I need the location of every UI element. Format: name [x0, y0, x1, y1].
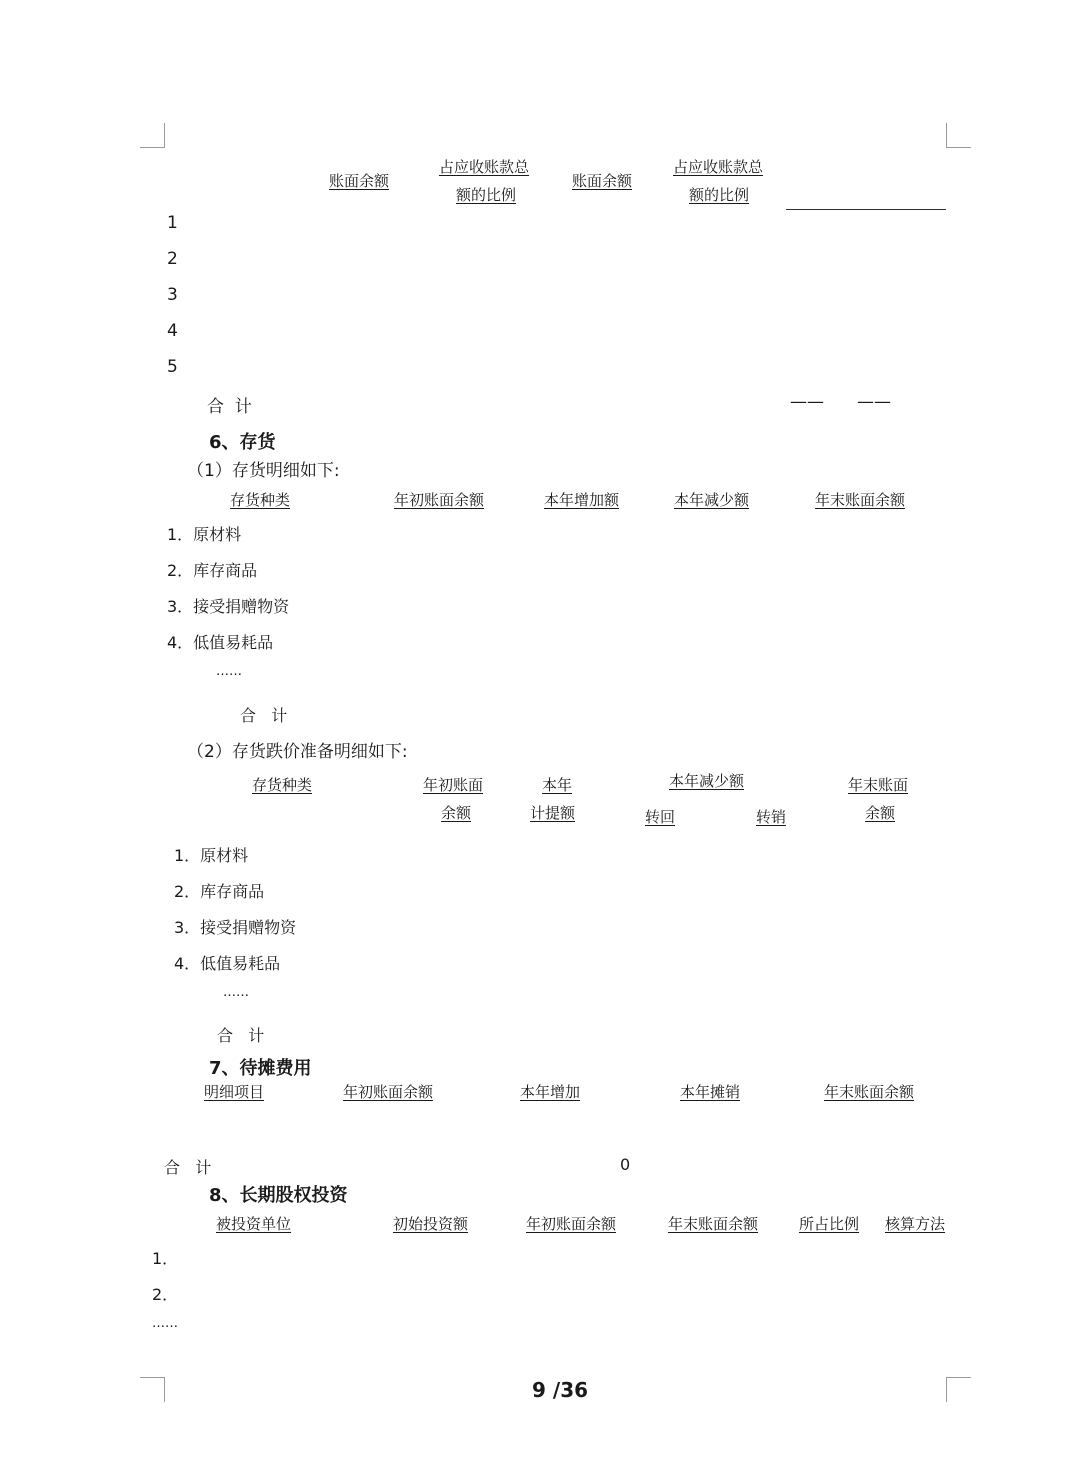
crop-mark-top-right	[946, 123, 971, 148]
col-header: 本年减少额	[669, 772, 745, 790]
col-header: 计提额	[530, 804, 576, 822]
list-item: 4．低值易耗品	[174, 954, 281, 973]
row-number: 3	[167, 285, 178, 305]
ellipsis: ……	[223, 985, 249, 1000]
list-item: 3．接受捐赠物资	[167, 597, 290, 616]
col-header: 核算方法	[885, 1215, 946, 1233]
ellipsis: ……	[216, 664, 242, 679]
col-header: 本年摊销	[680, 1083, 741, 1101]
list-item: 1．	[152, 1249, 179, 1268]
ellipsis: ……	[152, 1316, 178, 1331]
list-item: 1．原材料	[167, 525, 242, 544]
col-header: 本年增加	[520, 1083, 581, 1101]
list-item: 1．原材料	[174, 846, 249, 865]
list-item: 4．低值易耗品	[167, 633, 274, 652]
row-number: 2	[167, 249, 178, 269]
row-number: 1	[167, 213, 178, 233]
col-header: 存货种类	[252, 776, 313, 794]
col-header: 年末账面余额	[668, 1215, 759, 1233]
subsection-title: （2）存货跌价准备明细如下:	[187, 742, 408, 762]
col-header: 年初账面余额	[343, 1083, 434, 1101]
crop-mark-top-left	[140, 123, 165, 148]
total-label: 合 计	[217, 1026, 265, 1045]
section-heading: 7、待摊费用	[209, 1058, 312, 1079]
total-label: 合 计	[240, 706, 288, 725]
crop-mark-bottom-left	[140, 1377, 165, 1402]
col-header: 年初账面	[423, 776, 484, 794]
col-header: 初始投资额	[393, 1215, 469, 1233]
list-item: 3．接受捐赠物资	[174, 918, 297, 937]
row-number: 5	[167, 357, 178, 377]
col-header: 年末账面余额	[815, 491, 906, 509]
list-item: 2．库存商品	[174, 882, 265, 901]
total-label: 合 计	[207, 397, 252, 417]
page-number: 9	[532, 1378, 546, 1402]
header-ratio-line2: 额的比例	[456, 186, 517, 204]
header-book-balance: 账面余额	[329, 172, 390, 190]
list-item: 2．库存商品	[167, 561, 258, 580]
page-indicator	[532, 1378, 588, 1402]
col-header: 明细项目	[204, 1083, 265, 1101]
col-header: 年初账面余额	[394, 491, 485, 509]
col-header: 年初账面余额	[526, 1215, 617, 1233]
col-header: 被投资单位	[216, 1215, 292, 1233]
list-item: 2．	[152, 1285, 179, 1304]
section-heading: 6、存货	[209, 432, 276, 453]
col-header: 本年减少额	[674, 491, 750, 509]
header-book-balance: 账面余额	[572, 172, 633, 190]
header-ratio-line1: 占应收账款总	[439, 158, 530, 176]
col-header: 所占比例	[799, 1215, 860, 1233]
col-header: 存货种类	[230, 491, 291, 509]
col-header: 本年增加额	[544, 491, 620, 509]
header-ratio-line1: 占应收账款总	[673, 158, 764, 176]
subsection-title: （1）存货明细如下:	[187, 461, 340, 481]
section-heading: 8、长期股权投资	[209, 1185, 348, 1206]
total-dash: ——	[790, 392, 824, 412]
total-label: 合 计	[164, 1158, 212, 1177]
row-number: 4	[167, 321, 178, 341]
header-ratio-line2: 额的比例	[689, 186, 750, 204]
col-header: 转回	[645, 808, 676, 826]
col-header: 余额	[441, 804, 472, 822]
crop-mark-bottom-right	[946, 1377, 971, 1402]
col-header: 年末账面余额	[824, 1083, 915, 1101]
col-header: 年末账面	[848, 776, 909, 794]
col-header: 转销	[756, 808, 787, 826]
col-header: 余额	[865, 804, 896, 822]
page-total: /36	[552, 1378, 589, 1402]
header-rule	[786, 209, 946, 210]
col-header: 本年	[542, 776, 573, 794]
total-dash: ——	[857, 392, 891, 412]
total-value: 0	[620, 1155, 631, 1174]
